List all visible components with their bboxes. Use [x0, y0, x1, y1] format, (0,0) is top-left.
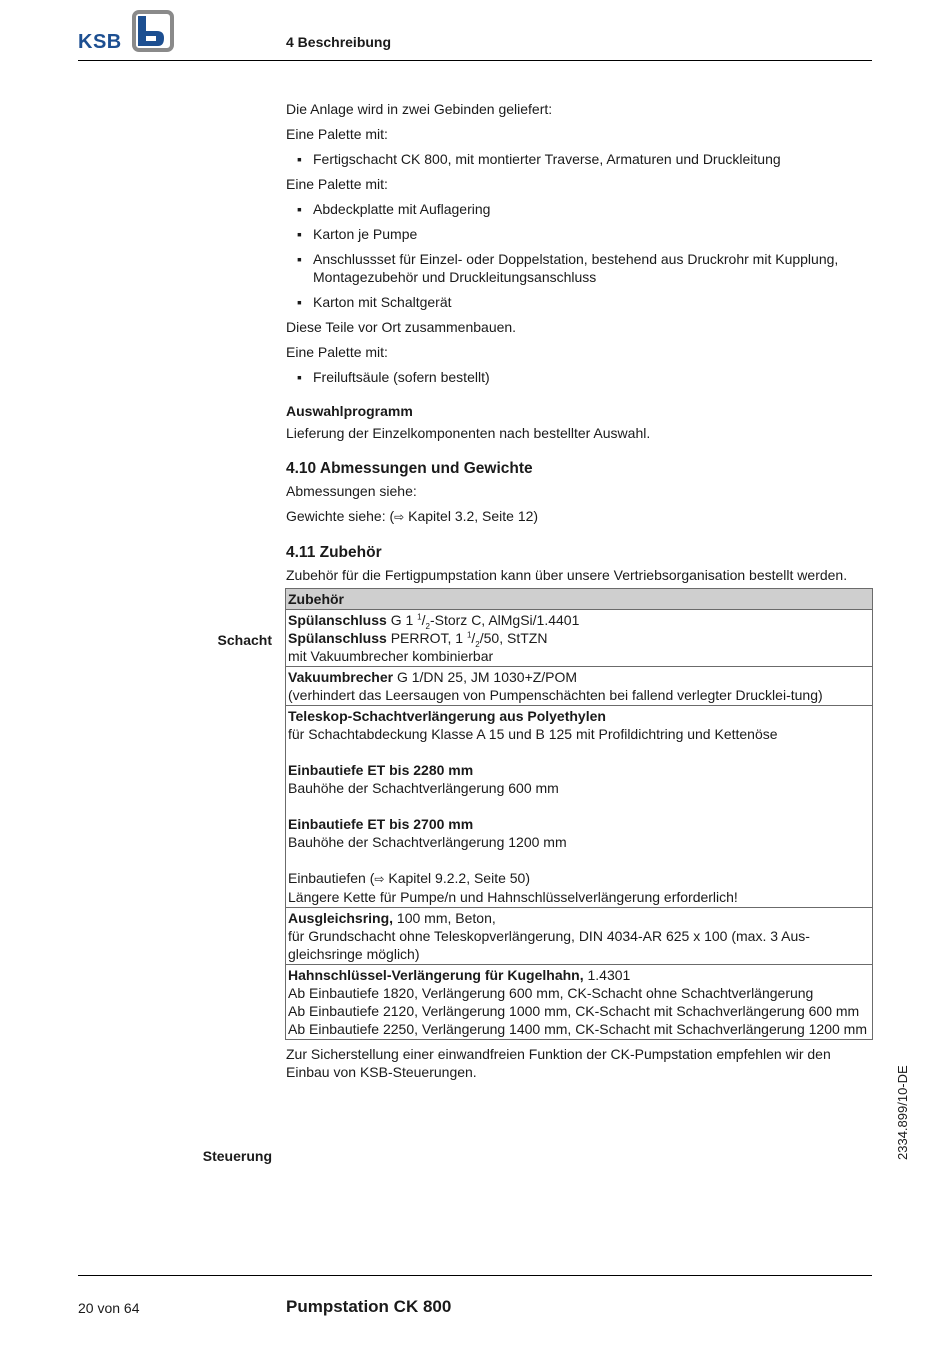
pallet3-list: [286, 368, 872, 386]
list-item: ▪ Anschlussset für Einzel- oder Doppelstation, bestehend aus Druckrohr mit Kupplung, Montagezubehör und Druckleitungsanschluss: [297, 251, 839, 285]
auswahl-title: Auswahlprogramm: [286, 403, 413, 419]
section-4-11-title: 4.11 Zubehör: [286, 544, 382, 561]
dimensions-text: Abmessungen siehe:: [286, 483, 417, 499]
accessories-intro: Zubehör für die Fertigpumpstation kann über unsere Vertriebsorganisation bestellt werden.: [286, 567, 848, 583]
ksb-logo-icon: [128, 10, 174, 52]
footer-title: Pumpstation CK 800: [286, 1297, 452, 1316]
document-number: 2334.899/10-DE: [895, 1065, 910, 1160]
side-label-schacht: Schacht: [217, 632, 272, 648]
list-item: ▪ Abdeckplatte mit Auflagering: [297, 201, 491, 217]
header-rule: [78, 60, 872, 61]
pallet-label: Eine Palette mit:: [286, 344, 388, 360]
bullet-icon: ▪: [297, 294, 302, 310]
assemble-text: Diese Teile vor Ort zusammenbauen.: [286, 319, 517, 335]
list-item: ▪ Freiluftsäule (sofern bestellt): [297, 369, 490, 385]
section-4-10-title: 4.10 Abmessungen und Gewichte: [286, 460, 533, 477]
arrow-right-icon: ⇨: [394, 510, 405, 524]
pallet1-list: [286, 150, 872, 168]
bullet-icon: ▪: [297, 369, 302, 385]
main-content: [286, 100, 872, 1088]
weights-link[interactable]: Kapitel 3.2, Seite 12): [404, 508, 539, 524]
list-item: ▪ Fertigschacht CK 800, mit montierter Traverse, Armaturen und Druckleitung: [297, 151, 781, 167]
arrow-right-icon: ⇨: [374, 872, 385, 886]
accessories-table: [285, 588, 873, 1040]
header-section-title: 4 Beschreibung: [286, 34, 392, 50]
pallet-label: Eine Palette mit:: [286, 176, 388, 192]
table-header-row: [286, 589, 873, 610]
steuerung-text: Zur Sicherstellung einer einwandfreien Funktion der CK-Pumpstation empfehlen wir den Einbau von KSB-Steuerungen.: [286, 1046, 831, 1080]
table-row: Vakuumbrecher G 1/DN 25, JM 1030+Z/POM (verhindert das Leersaugen von Pumpenschächten bei fallend verlegter Drucklei-tung): [286, 667, 873, 706]
ksb-logo: [78, 10, 174, 52]
bullet-icon: ▪: [297, 201, 302, 217]
table-row: Ausgleichsring, 100 mm, Beton, für Grundschacht ohne Teleskopverlängerung, DIN 4034-AR 625 x 100 (max. 3 Aus-gleichsringe möglich): [286, 908, 873, 965]
table-header: Zubehör: [286, 589, 873, 610]
table-row: Teleskop-Schachtverlängerung aus Polyethylen für Schachtabdeckung Klasse A 15 und B 125 mit Profildichtring und Kettenöse Einbautiefe ET bis 2280 mm Bauhöhe der Schachtverlängerung 600 mm Einbautiefe ET bis 2700 mm Bauhöhe der Schachtverlängerung 1200 mm Einbautiefen (⇨ Kapitel 9.2.2, Seite 50) Längere Kette für Pumpe/n und Hahnschlüsselverlängerung erforderlich!: [286, 706, 873, 908]
side-label-steuerung: Steuerung: [202, 1148, 272, 1164]
footer-rule: [78, 1275, 872, 1276]
logo-text: KSB: [78, 31, 122, 53]
weights-text: Gewichte siehe: (⇨ Kapitel 3.2, Seite 12): [286, 508, 539, 524]
bullet-icon: ▪: [297, 251, 302, 267]
pallet-label: Eine Palette mit:: [286, 126, 388, 142]
table-row: Hahnschlüssel-Verlängerung für Kugelhahn, 1.4301 Ab Einbautiefe 1820, Verlängerung 600 mm, CK-Schacht ohne Schachtverlängerung Ab Einbautiefe 2120, Verlängerung 1000 mm, CK-Schacht mit Schachverlängerung 600 mm Ab Einbautiefe 2250, Verlängerung 1400 mm, CK-Schacht mit Schachverlängerung 1200 mm: [286, 965, 873, 1040]
list-item: ▪ Karton je Pumpe: [297, 226, 418, 242]
list-item: ▪ Karton mit Schaltgerät: [297, 294, 452, 310]
page-number: 20 von 64: [78, 1300, 140, 1316]
bullet-icon: ▪: [297, 151, 302, 167]
pallet2-list: [286, 200, 872, 311]
table-row: Spülanschluss G 1 $^1/_2$-Storz C, AlMgSi/1.4401 Spülanschluss PERROT, 1 $^1/_2/50$, StTZN mit Vakuumbrecher kombinierbar: [286, 610, 873, 667]
bullet-icon: ▪: [297, 226, 302, 242]
chapter-link[interactable]: Kapitel 9.2.2, Seite 50): [384, 870, 531, 886]
auswahl-text: Lieferung der Einzelkomponenten nach bestellter Auswahl.: [286, 425, 651, 441]
delivery-text: Die Anlage wird in zwei Gebinden geliefert:: [286, 101, 553, 117]
